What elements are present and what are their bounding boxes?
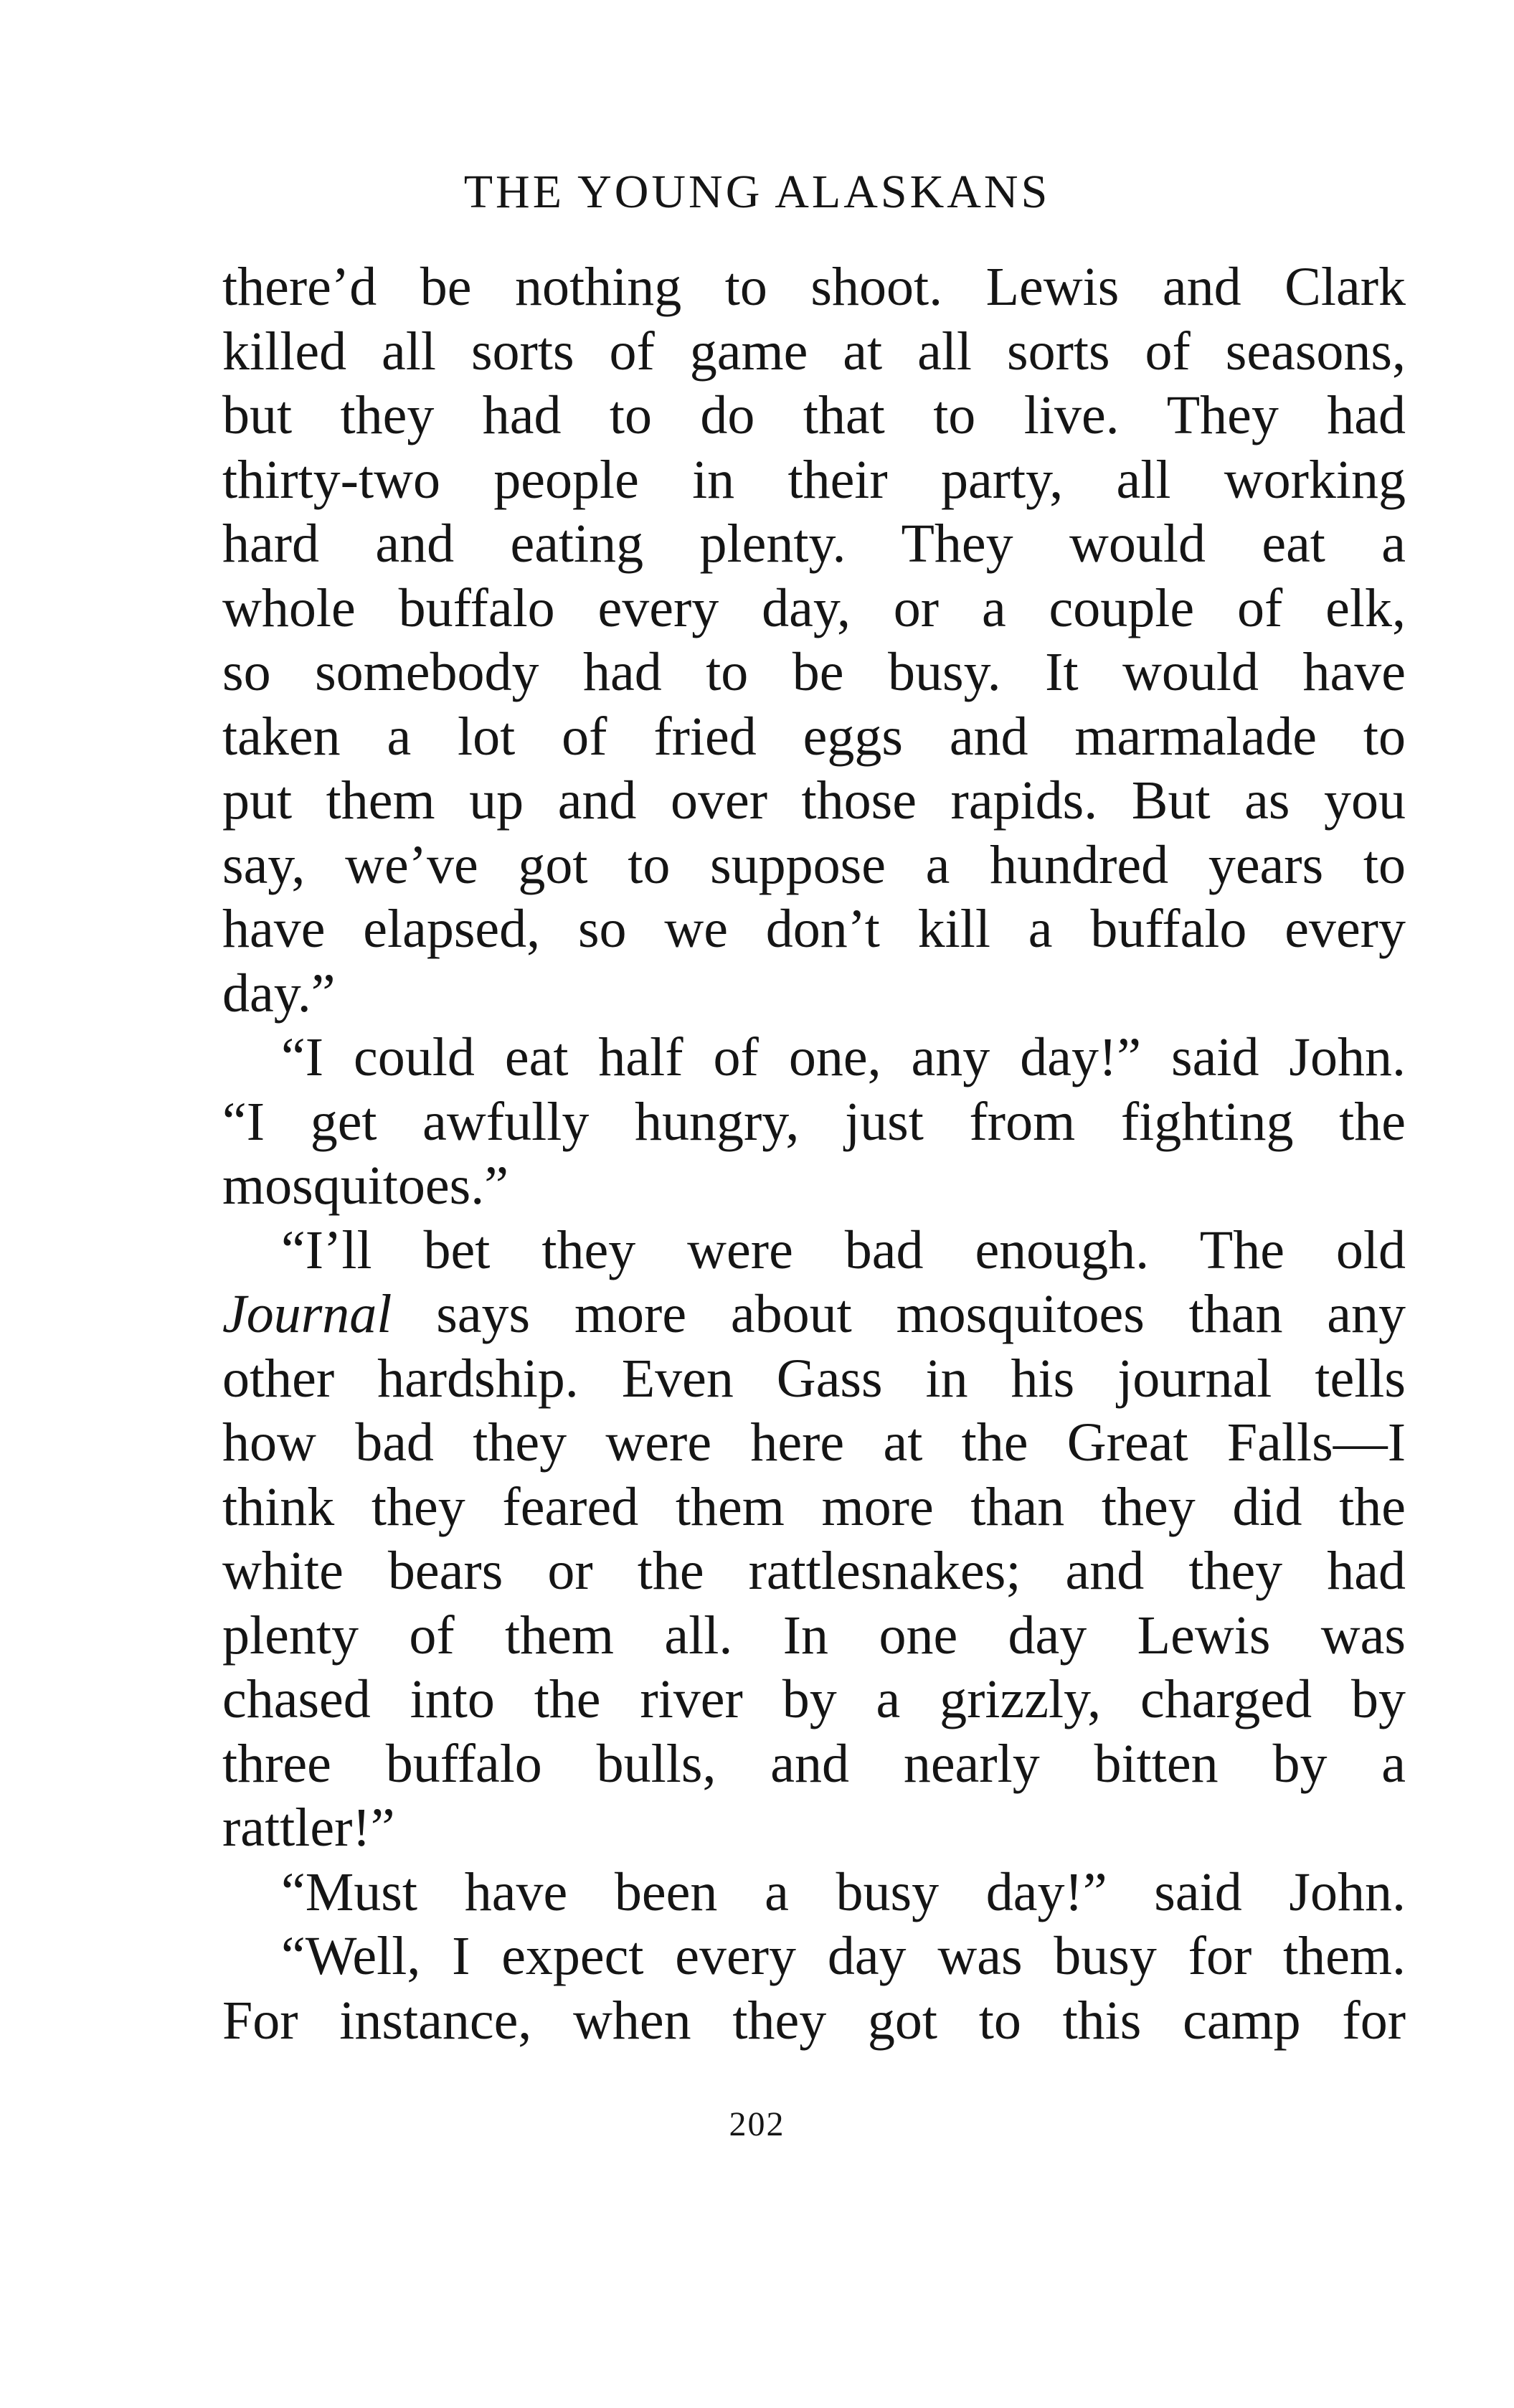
text-line: thirty-two people in their party, all working: [222, 449, 1406, 510]
text-line: think they feared them more than they did the: [222, 1476, 1406, 1537]
text-line: put them up and over those rapids. But as you: [222, 770, 1406, 831]
page-number: 202: [729, 2105, 785, 2143]
text-line: Journal says more about mosquitoes than any: [222, 1284, 1406, 1344]
text-line: plenty of them all. In one day Lewis was: [222, 1605, 1406, 1666]
page-body: [222, 255, 1406, 2053]
running-head: THE YOUNG ALASKANS: [463, 166, 1051, 218]
text-line: “I could eat half of one, any day!” said John.: [281, 1027, 1406, 1087]
text-line: whole buffalo every day, or a couple of elk,: [222, 577, 1406, 638]
text-line: “I get awfully hungry, just from fighting the: [222, 1091, 1406, 1152]
text-line: how bad they were here at the Great Falls—I: [222, 1412, 1406, 1473]
text-line: killed all sorts of game at all sorts of seasons,: [222, 321, 1406, 382]
text-line: say, we’ve got to suppose a hundred years to: [222, 834, 1406, 895]
text-line: other hardship. Even Gass in his journal tells: [222, 1348, 1406, 1409]
text-line: there’d be nothing to shoot. Lewis and Clark: [222, 257, 1406, 317]
text-line: but they had to do that to live. They had: [222, 385, 1406, 445]
italic-title: Journal: [222, 1284, 392, 1344]
text-line: mosquitoes.”: [222, 1156, 508, 1216]
text-line: hard and eating plenty. They would eat a: [222, 514, 1406, 574]
text-line: “Well, I expect every day was busy for them.: [281, 1926, 1406, 1986]
text-line: day.”: [222, 963, 336, 1024]
text-line: chased into the river by a grizzly, charged by: [222, 1669, 1406, 1729]
text-line: “I’ll bet they were bad enough. The old: [281, 1219, 1406, 1280]
text-line: so somebody had to be busy. It would have: [222, 642, 1406, 702]
text-line: For instance, when they got to this camp for: [222, 1990, 1406, 2051]
text-line: taken a lot of fried eggs and marmalade to: [222, 706, 1406, 767]
text-line: rattler!”: [222, 1798, 395, 1858]
text-line: white bears or the rattlesnakes; and they had: [222, 1541, 1406, 1601]
text-line: three buffalo bulls, and nearly bitten by a: [222, 1733, 1406, 1794]
text-line: have elapsed, so we don’t kill a buffalo every: [222, 899, 1406, 959]
text-line: “Must have been a busy day!” said John.: [281, 1861, 1406, 1922]
